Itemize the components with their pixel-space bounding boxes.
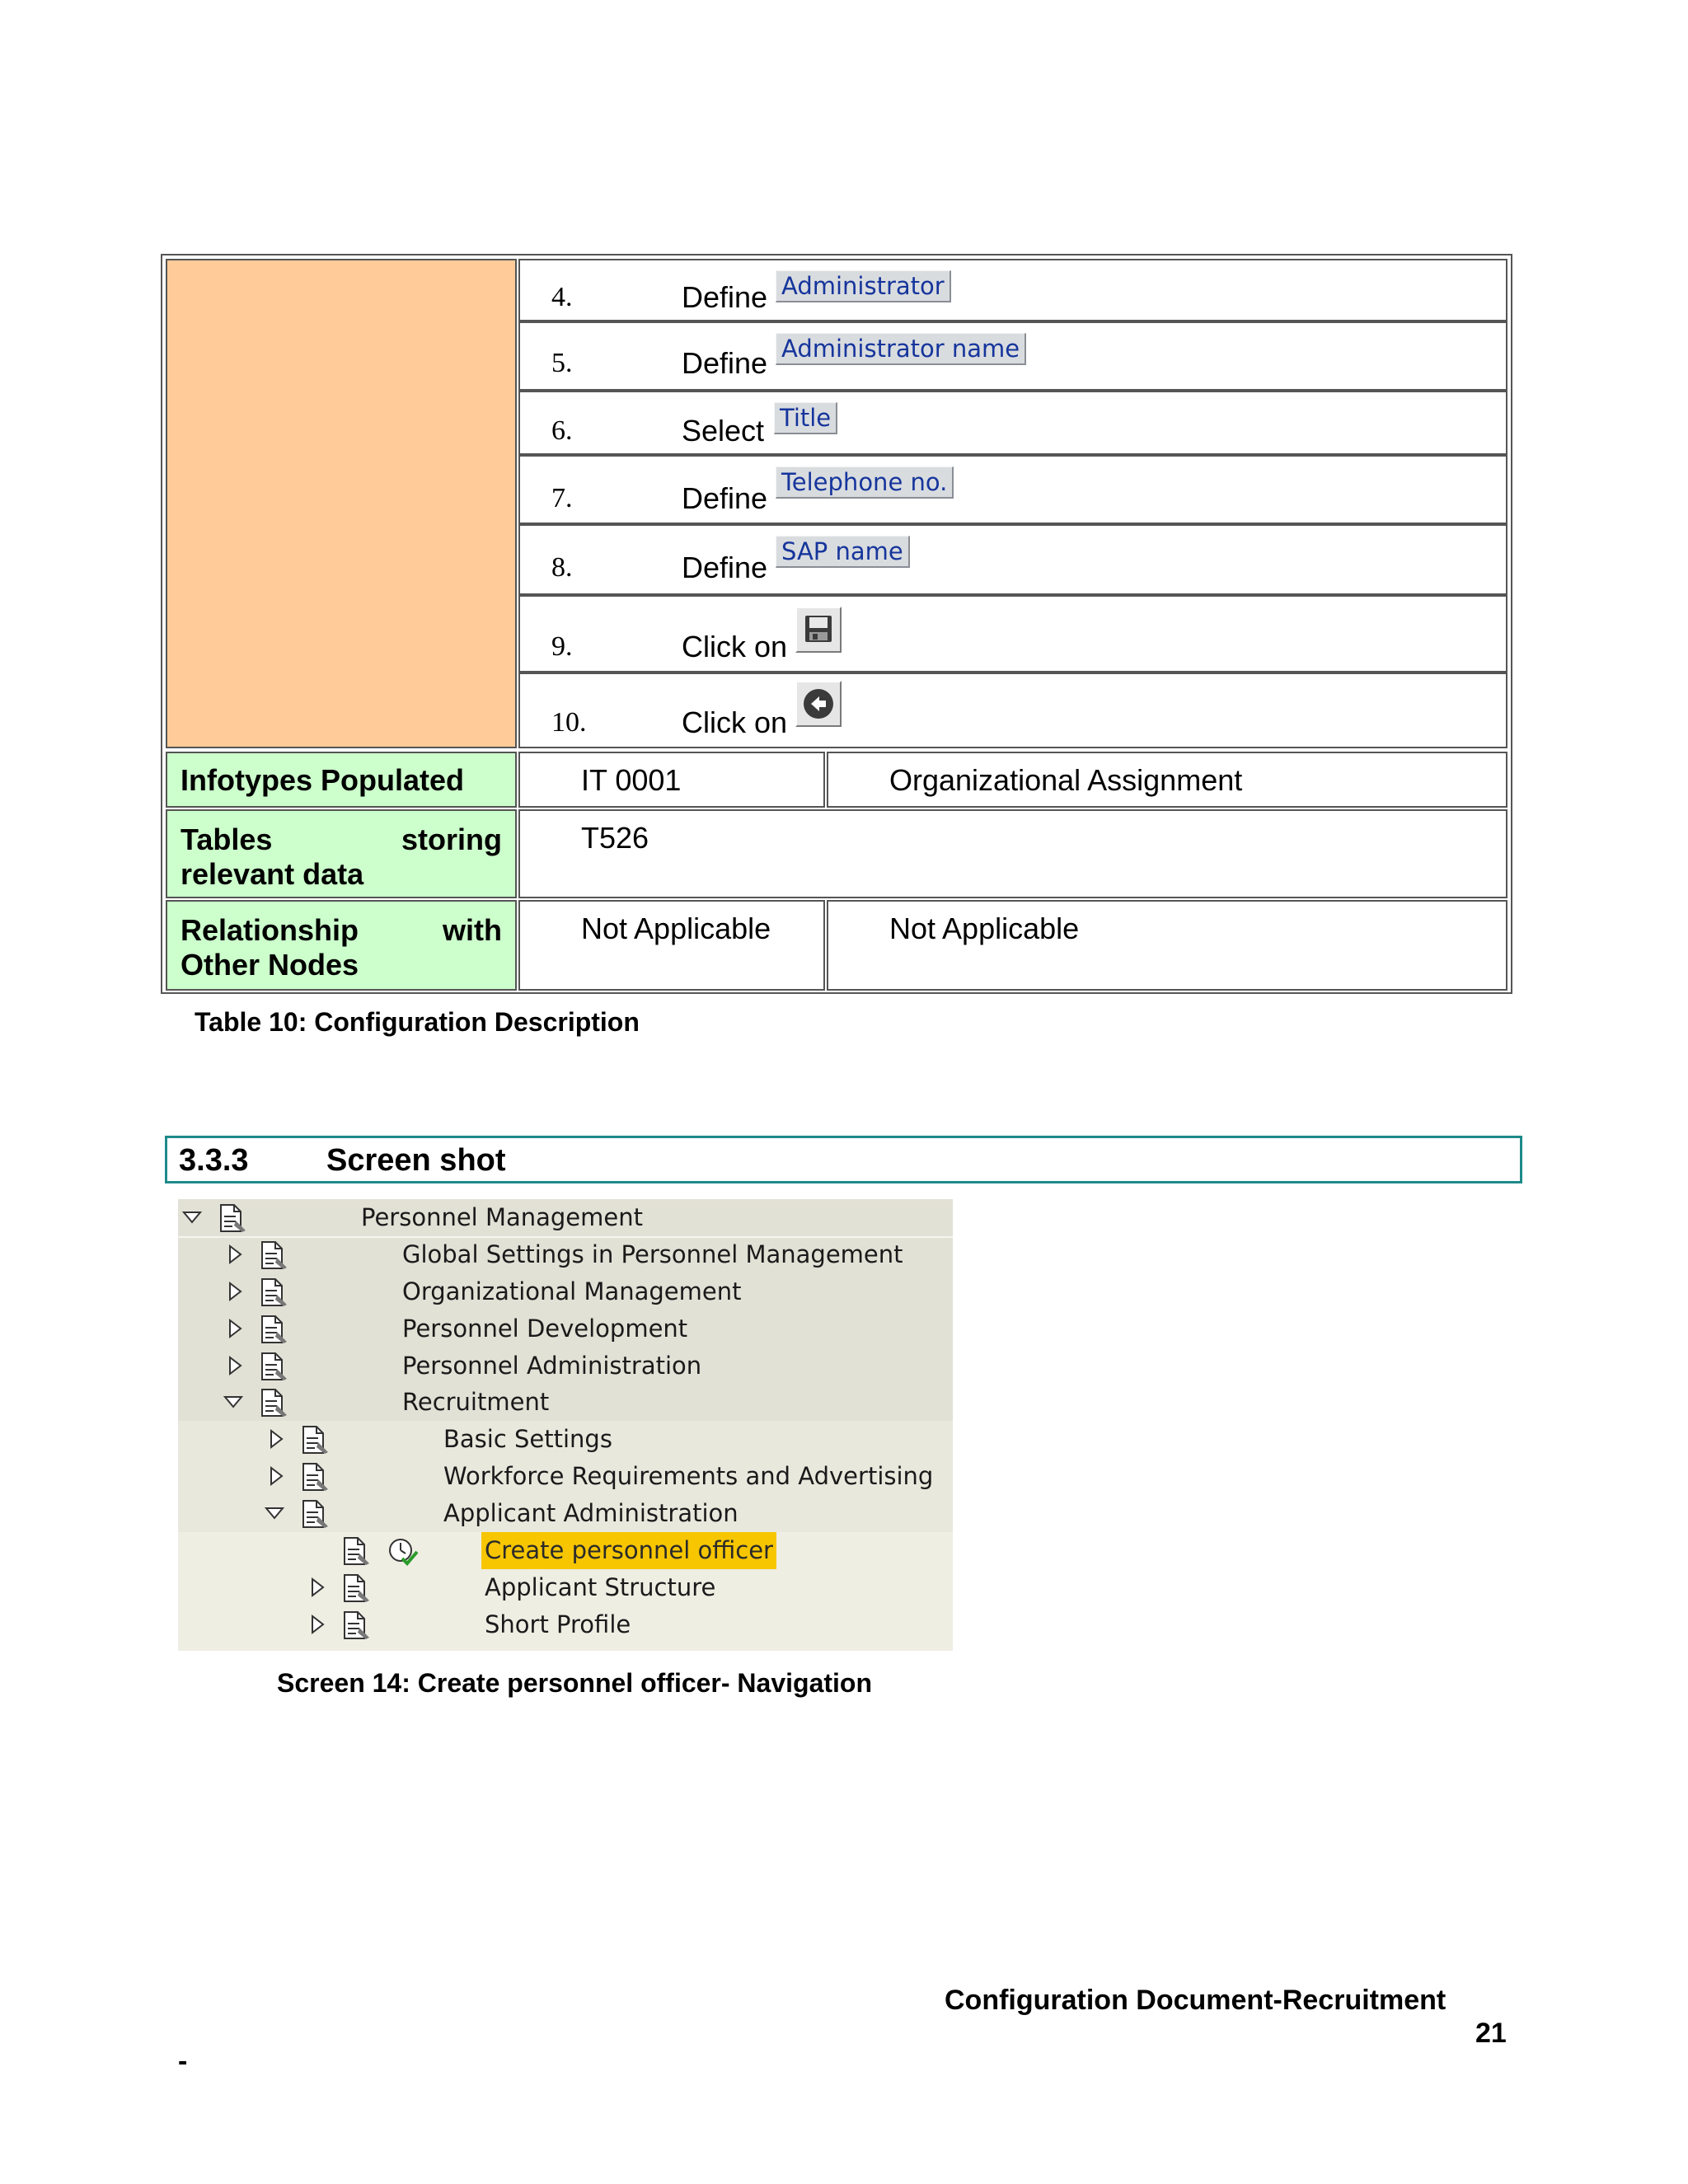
tree-node-label-selected: Create personnel officer [481, 1532, 776, 1569]
infotypes-label: Infotypes Populated [166, 752, 517, 808]
step-row-10 [518, 673, 1507, 748]
step-row-9 [518, 595, 1507, 673]
tree-node-label: Applicant Administration [443, 1499, 738, 1527]
step-action: Define [682, 481, 768, 515]
tree-node-create-personnel-officer[interactable] [178, 1532, 953, 1569]
expand-right-icon[interactable] [307, 1577, 328, 1598]
tree-node-personnel-management[interactable] [178, 1199, 953, 1236]
step-number: 10. [551, 707, 587, 738]
expand-right-icon[interactable] [224, 1318, 246, 1339]
step-action: Define [682, 551, 768, 584]
document-icon [257, 1277, 290, 1308]
administrator-field-label: Administrator [776, 270, 951, 302]
tree-node-organizational-management[interactable] [178, 1273, 953, 1310]
relationship-value-cell [518, 900, 825, 991]
step-number: 5. [551, 348, 573, 378]
step-number: 8. [551, 552, 573, 583]
tree-node-label: Personnel Management [361, 1203, 643, 1231]
tree-node-basic-settings[interactable] [178, 1421, 953, 1458]
execute-clock-icon[interactable] [386, 1535, 419, 1567]
tree-node-short-profile[interactable] [178, 1606, 953, 1643]
tree-node-global-settings[interactable] [178, 1236, 953, 1273]
infotype-code-cell [518, 752, 825, 808]
relationship-value-cell [827, 900, 1507, 991]
relationship-label [166, 900, 517, 991]
tables-value-cell [518, 809, 1507, 898]
sap-name-field-label: SAP name [776, 536, 910, 568]
tree-node-applicant-structure[interactable] [178, 1569, 953, 1606]
step-row-7 [518, 455, 1507, 524]
document-icon [298, 1461, 331, 1493]
configuration-table [161, 254, 1512, 994]
tree-node-applicant-administration[interactable] [178, 1495, 953, 1532]
document-icon [257, 1387, 290, 1418]
telephone-field-label: Telephone no. [776, 466, 954, 499]
document-icon [340, 1610, 373, 1641]
page-number: 21 [1475, 2018, 1507, 2049]
tree-node-personnel-administration[interactable] [178, 1347, 953, 1385]
relationship-label-word: with [443, 913, 502, 947]
document-icon [340, 1572, 373, 1604]
infotype-description: Organizational Assignment [889, 763, 1243, 797]
section-number: 3.3.3 [179, 1143, 249, 1178]
tree-node-recruitment[interactable] [178, 1384, 953, 1421]
tables-label-word: storing [401, 823, 502, 856]
footer-document-title: Configuration Document-Recruitment [945, 1985, 1447, 2016]
document-icon [257, 1314, 290, 1345]
tree-node-personnel-development[interactable] [178, 1310, 953, 1347]
expand-right-icon[interactable] [265, 1465, 287, 1487]
expand-right-icon[interactable] [307, 1614, 328, 1635]
step-row-5 [518, 321, 1507, 391]
step-action: Define [682, 346, 768, 380]
section-title: Screen shot [326, 1143, 506, 1178]
infotype-code: IT 0001 [581, 763, 682, 797]
sap-navigation-tree [178, 1199, 953, 1651]
step-action: Click on [682, 630, 788, 663]
step-number: 7. [551, 483, 573, 513]
screen-caption: Screen 14: Create personnel officer- Navigation [277, 1668, 872, 1698]
tree-node-label: Global Settings in Personnel Management [402, 1240, 903, 1268]
expand-right-icon[interactable] [265, 1428, 287, 1450]
back-arrow-icon [795, 681, 842, 727]
tree-node-label: Organizational Management [402, 1277, 742, 1305]
tree-node-label: Recruitment [402, 1388, 550, 1416]
relationship-value: Not Applicable [581, 912, 771, 945]
step-number: 4. [551, 282, 573, 312]
tables-label-word: Tables [181, 823, 273, 856]
tree-node-label: Short Profile [485, 1610, 631, 1638]
step-row-4 [518, 259, 1507, 321]
table-name: T526 [581, 821, 649, 855]
step-action: Select [682, 414, 765, 448]
step-action: Define [682, 280, 768, 314]
tables-label-line: relevant data [181, 857, 364, 891]
step-row-6 [518, 391, 1507, 455]
tree-node-label: Personnel Development [402, 1315, 688, 1343]
step-number: 6. [551, 415, 573, 446]
relationship-value: Not Applicable [889, 912, 1080, 945]
relationship-label-word: Relationship [181, 913, 359, 947]
tree-node-label: Workforce Requirements and Advertising [443, 1462, 934, 1490]
expand-right-icon[interactable] [224, 1244, 246, 1265]
document-icon [257, 1240, 290, 1271]
step-action: Click on [682, 705, 788, 739]
document-icon [257, 1351, 290, 1382]
save-icon [795, 607, 842, 653]
tree-node-label: Personnel Administration [402, 1352, 702, 1380]
document-icon [216, 1202, 249, 1234]
expand-right-icon[interactable] [224, 1355, 246, 1376]
title-field-label: Title [774, 402, 837, 434]
step-row-8 [518, 524, 1507, 595]
document-icon [340, 1535, 373, 1567]
footer-dash: - [178, 2046, 188, 2077]
expand-down-icon[interactable] [181, 1207, 203, 1228]
relationship-label-line: Other Nodes [181, 948, 359, 982]
administrator-name-field-label: Administrator name [776, 333, 1026, 365]
steps-label-cell [166, 259, 517, 748]
infotype-desc-cell [827, 752, 1507, 808]
expand-down-icon[interactable] [223, 1391, 244, 1413]
tables-label [166, 809, 517, 898]
expand-down-icon[interactable] [264, 1502, 285, 1524]
document-icon [298, 1424, 331, 1455]
expand-right-icon[interactable] [224, 1281, 246, 1302]
tree-node-label: Basic Settings [443, 1425, 612, 1453]
section-heading [165, 1136, 1522, 1183]
step-number: 9. [551, 631, 573, 662]
tree-node-workforce-requirements[interactable] [178, 1458, 953, 1495]
table-caption: Table 10: Configuration Description [195, 1007, 640, 1037]
document-icon [298, 1498, 331, 1530]
tree-node-label: Applicant Structure [485, 1573, 716, 1601]
